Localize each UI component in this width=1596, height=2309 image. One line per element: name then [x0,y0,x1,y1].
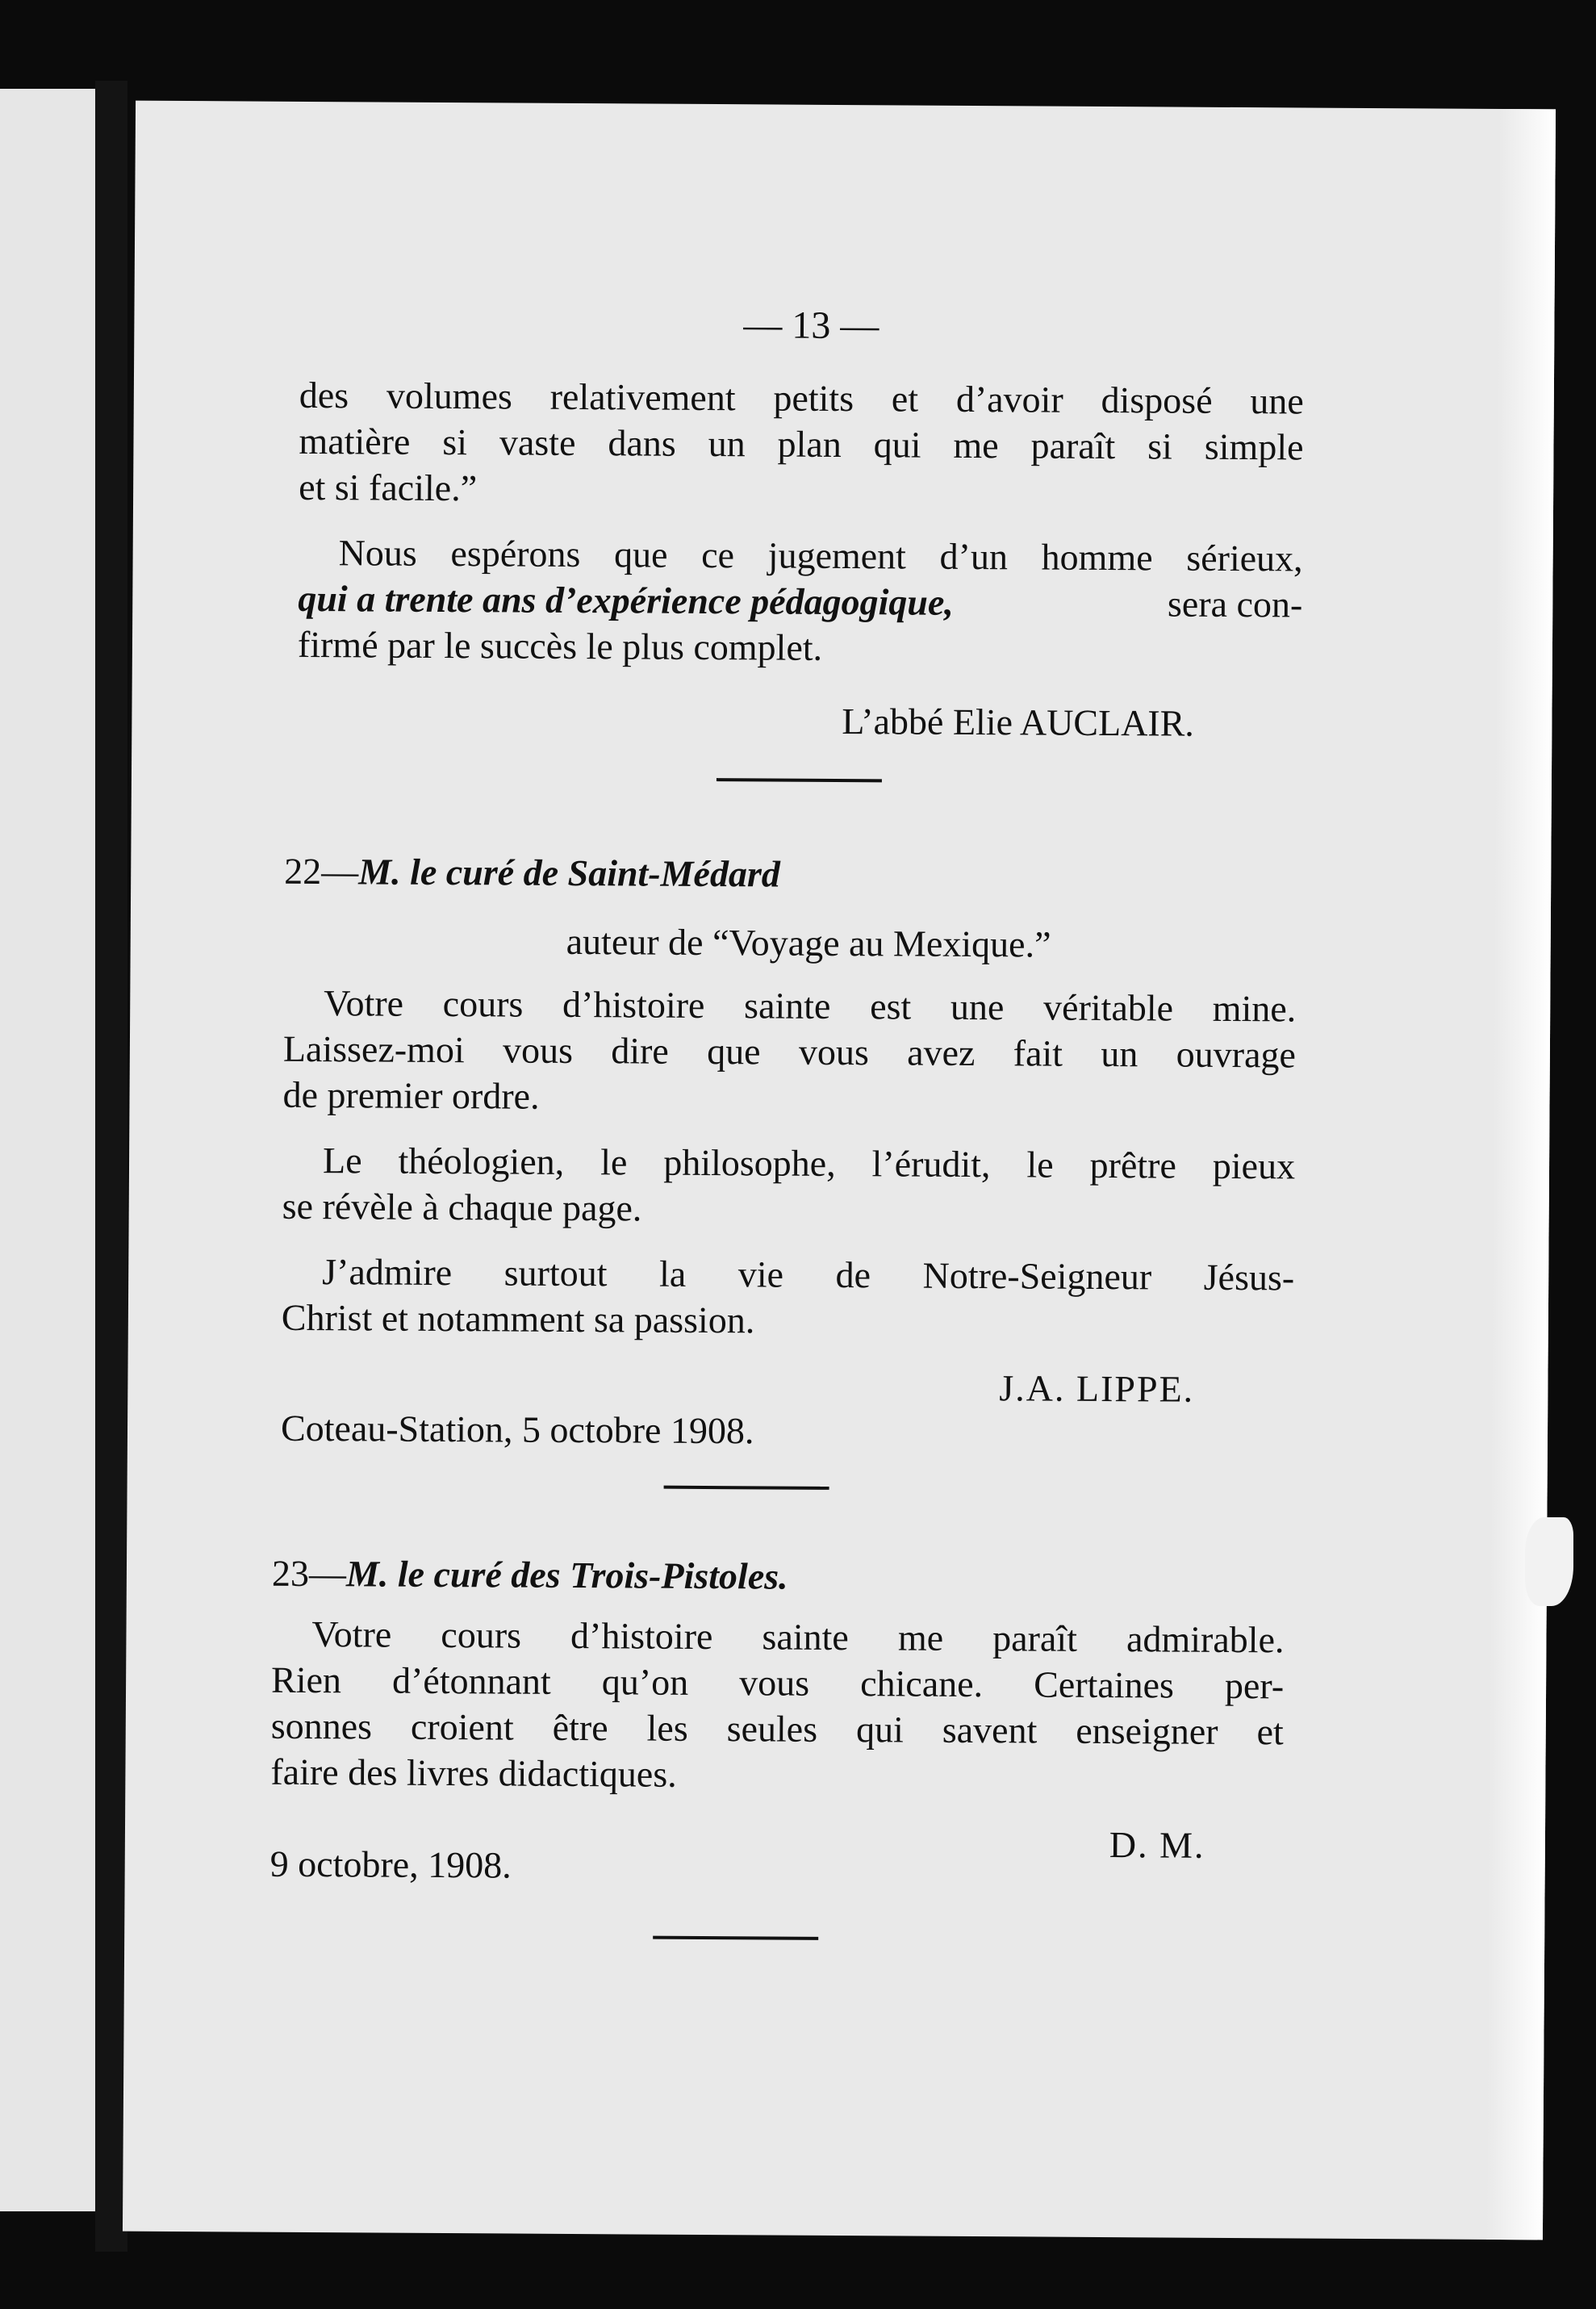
intro-line-1: des volumes relativement petits et d’avoir disposé une [299,374,1304,422]
letter-22-title: M. le curé de Saint-Médard [358,851,781,895]
letter-22-line-7: Christ et notamment sa passion. [281,1296,755,1341]
left-page-edge [0,89,109,2211]
signature-dm: D. M. [1109,1824,1205,1866]
letter-23-line-2: Rien d’étonnant qu’on vous chicane. Certaines per- [270,1659,1285,1707]
intro-para2-line-2-rest: sera con- [1167,583,1303,625]
italic-phrase: qui a trente ans d’expérience pédagogique, [298,577,955,623]
intro-para2-line-2 [298,575,1302,628]
divider-3 [653,1936,818,1940]
document-page [123,101,1556,2240]
letter-23-date: 9 octobre, 1908. [269,1843,512,1886]
letter-23-line-4: faire des livres didactiques. [270,1751,677,1795]
letter-23-line-1: Votre cours d’histoire sainte me paraît admirable. [311,1613,1285,1661]
letter-23-number: 23— [271,1552,347,1595]
letter-22-line-4: Le théologien, le philosophe, l’érudit, le prêtre pieux [322,1140,1296,1187]
letter-22-line-2: Laissez-moi vous dire que vous avez fait un ouvrage [282,1027,1297,1076]
letter-22-place-date: Coteau-Station, 5 octobre 1908. [280,1407,754,1452]
letter-22-line-6: J’admire surtout la vie de Notre-Seigneur Jésus- [322,1251,1295,1299]
intro-para2-line-3: firmé par le succès le plus complet. [297,623,823,668]
letter-23-line-3: sonnes croient être les seules qui savent enseigner et [270,1705,1284,1753]
letter-22-subheading: auteur de “Voyage au Mexique.” [566,920,1051,965]
letter-22-line-5: se révèle à chaque page. [282,1185,642,1229]
letter-22-line-1: Votre cours d’histoire sainte est une véritable mine. [324,982,1297,1030]
book-spine [95,81,127,2252]
letter-22-number: 22— [284,850,359,893]
page-number: — 13 — [743,303,879,348]
divider-1 [717,778,882,782]
torn-page-fragment [1525,1517,1573,1606]
letter-22-heading [284,848,780,897]
intro-line-2: matière si vaste dans un plan qui me paraît si simple [299,420,1304,468]
signature-lippe: J.A. LIPPE. [999,1367,1195,1410]
divider-2 [664,1486,829,1490]
signature-auclair: L’abbé Elie AUCLAIR. [842,701,1195,744]
letter-23-title: M. le curé des Trois-Pistoles. [345,1553,788,1597]
page-text [123,101,1556,2240]
intro-para2-line-1: Nous espérons que ce jugement d’un homme sérieux, [338,532,1303,579]
letter-22-line-3: de premier ordre. [282,1073,540,1117]
letter-23-heading [272,1550,788,1600]
intro-line-3: et si facile.” [299,466,478,509]
